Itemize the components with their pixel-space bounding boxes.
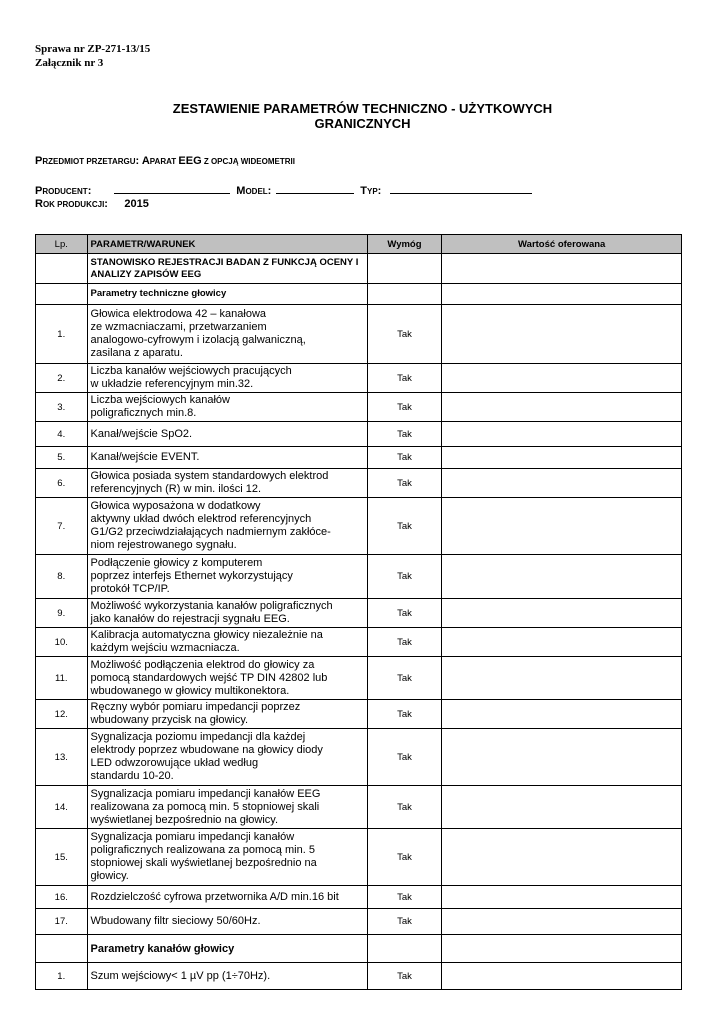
row-requirement: Tak xyxy=(367,599,442,628)
row-number: 7. xyxy=(36,498,88,555)
row-requirement: Tak xyxy=(367,447,442,469)
row-offered-value[interactable] xyxy=(442,700,682,729)
table-row xyxy=(36,786,682,829)
table-row xyxy=(36,700,682,729)
production-year-line: ROK PRODUKCJI: 2015 xyxy=(35,198,149,210)
row-requirement: Tak xyxy=(367,305,442,364)
row-offered-value[interactable] xyxy=(442,364,682,393)
row-requirement: Tak xyxy=(367,786,442,829)
table-row xyxy=(36,628,682,657)
table-row xyxy=(36,729,682,786)
row-requirement: Tak xyxy=(367,700,442,729)
header-requirement: Wymóg xyxy=(367,235,442,254)
row-number: 5. xyxy=(36,447,88,469)
row-requirement: Tak xyxy=(367,393,442,422)
row-parameter: Kalibracja automatyczna głowicy niezależnie na każdym wejściu wzmacniacza. xyxy=(87,628,367,657)
row-number: 10. xyxy=(36,628,88,657)
tender-subject: PRZEDMIOT PRZETARGU: APARAT EEG Z OPCJĄ WIDEOMETRII xyxy=(35,155,295,167)
page-title xyxy=(60,101,665,131)
row-offered-value[interactable] xyxy=(442,829,682,886)
parameters-table xyxy=(35,234,682,990)
row-offered-value[interactable] xyxy=(442,305,682,364)
row-requirement: Tak xyxy=(367,555,442,599)
row-requirement: Tak xyxy=(367,498,442,555)
row-offered-value[interactable] xyxy=(442,628,682,657)
row-number: 6. xyxy=(36,469,88,498)
table-row xyxy=(36,393,682,422)
row-number: 1. xyxy=(36,305,88,364)
row-requirement: Tak xyxy=(367,886,442,909)
row-offered-value[interactable] xyxy=(442,498,682,555)
row-number: 16. xyxy=(36,886,88,909)
row-offered-value[interactable] xyxy=(442,447,682,469)
row-parameter: Rozdzielczość cyfrowa przetwornika A/D min.16 bit xyxy=(87,886,367,909)
table-row xyxy=(36,364,682,393)
row-offered-value[interactable] xyxy=(442,393,682,422)
table-row xyxy=(36,305,682,364)
row-offered-value[interactable] xyxy=(442,729,682,786)
table-row xyxy=(36,498,682,555)
row-number: 11. xyxy=(36,657,88,700)
row-parameter: Możliwość podłączenia elektrod do głowicy za pomocą standardowych wejść TP DIN 42802 lub wbudowanego w głowicy multikonektora. xyxy=(87,657,367,700)
row-number: 2. xyxy=(36,364,88,393)
type-blank xyxy=(390,184,532,194)
row-parameter: Liczba wejściowych kanałów poligraficznych min.8. xyxy=(87,393,367,422)
header-parameter: PARAMETR/WARUNEK xyxy=(87,235,367,254)
row-requirement: Tak xyxy=(367,628,442,657)
row-parameter: Sygnalizacja poziomu impedancji dla każdej elektrody poprzez wbudowane na głowicy diody LED odwzorowujące układ według standardu 10-20. xyxy=(87,729,367,786)
production-year-value: 2015 xyxy=(124,198,149,210)
table-row xyxy=(36,599,682,628)
row-parameter: Ręczny wybór pomiaru impedancji poprzez wbudowany przycisk na głowicy. xyxy=(87,700,367,729)
title-line-1: ZESTAWIENIE PARAMETRÓW TECHNICZNO - UŻYTKOWYCH xyxy=(172,101,553,116)
row-number: 12. xyxy=(36,700,88,729)
table-header-row xyxy=(36,235,682,254)
table-row xyxy=(36,447,682,469)
table-row xyxy=(36,909,682,935)
row-offered-value[interactable] xyxy=(442,422,682,447)
row-number: 17. xyxy=(36,909,88,935)
row-requirement: Tak xyxy=(367,657,442,700)
row-parameter: Podłączenie głowicy z komputerem poprzez interfejs Ethernet wykorzystujący protokół TCP/IP. xyxy=(87,555,367,599)
row-offered-value[interactable] xyxy=(442,657,682,700)
section-title-head: Parametry techniczne głowicy xyxy=(87,284,367,305)
row-parameter: Głowica posiada system standardowych elektrod referencyjnych (R) w min. ilości 12. xyxy=(87,469,367,498)
row-number: 9. xyxy=(36,599,88,628)
section-row-channels xyxy=(36,935,682,963)
row-requirement: Tak xyxy=(367,729,442,786)
row-offered-value[interactable] xyxy=(442,786,682,829)
row-number: 15. xyxy=(36,829,88,886)
table-row xyxy=(36,555,682,599)
row-parameter: Głowica elektrodowa 42 – kanałowa ze wzmacniaczami, przetwarzaniem analogowo-cyfrowym i izolacją galwaniczną, zasilana z aparatu. xyxy=(87,305,367,364)
row-requirement: Tak xyxy=(367,469,442,498)
row-requirement: Tak xyxy=(367,963,442,990)
row-offered-value[interactable] xyxy=(442,963,682,990)
row-offered-value[interactable] xyxy=(442,469,682,498)
section-row-main xyxy=(36,254,682,284)
case-number: Sprawa nr ZP-271-13/15 xyxy=(35,43,151,55)
row-requirement: Tak xyxy=(367,364,442,393)
row-offered-value[interactable] xyxy=(442,886,682,909)
table-row xyxy=(36,886,682,909)
document-reference xyxy=(35,42,150,70)
row-parameter: Kanał/wejście EVENT. xyxy=(87,447,367,469)
row-parameter: Możliwość wykorzystania kanałów poligraficznych jako kanałów do rejestracji sygnału EEG. xyxy=(87,599,367,628)
row-number: 8. xyxy=(36,555,88,599)
producer-line: PRODUCENT: MODEL: TYP: xyxy=(35,181,532,199)
header-lp: Lp. xyxy=(36,235,88,254)
row-parameter: Kanał/wejście SpO2. xyxy=(87,422,367,447)
row-parameter: Sygnalizacja pomiaru impedancji kanałów EEG realizowana za pomocą min. 5 stopniowej skali wyświetlanej bezpośrednio na głowicy. xyxy=(87,786,367,829)
table-row xyxy=(36,829,682,886)
row-parameter: Sygnalizacja pomiaru impedancji kanałów poligraficznych realizowana za pomocą min. 5 stopniowej skali wyświetlanej bezpośrednio na głowicy. xyxy=(87,829,367,886)
row-requirement: Tak xyxy=(367,829,442,886)
row-number: 14. xyxy=(36,786,88,829)
row-offered-value[interactable] xyxy=(442,555,682,599)
row-parameter: Wbudowany filtr sieciowy 50/60Hz. xyxy=(87,909,367,935)
table-row xyxy=(36,657,682,700)
section-title-main: STANOWISKO REJESTRACJI BADAN Z FUNKCJĄ OCENY I ANALIZY ZAPISÓW EEG xyxy=(87,254,367,284)
row-number: 13. xyxy=(36,729,88,786)
section-title-channels: Parametry kanałów głowicy xyxy=(87,935,367,963)
header-offered-value: Wartość oferowana xyxy=(442,235,682,254)
table-row xyxy=(36,963,682,990)
row-number: 3. xyxy=(36,393,88,422)
row-requirement: Tak xyxy=(367,909,442,935)
row-parameter: Liczba kanałów wejściowych pracujących w układzie referencyjnym min.32. xyxy=(87,364,367,393)
attachment-number: Załącznik nr 3 xyxy=(35,57,104,69)
row-offered-value[interactable] xyxy=(442,909,682,935)
section-row-head xyxy=(36,284,682,305)
model-blank xyxy=(276,184,354,194)
title-line-2: GRANICZNYCH xyxy=(314,116,411,131)
table-row xyxy=(36,422,682,447)
row-number: 1. xyxy=(36,963,88,990)
row-parameter: Głowica wyposażona w dodatkowy aktywny układ dwóch elektrod referencyjnych G1/G2 przeciwdziałających nadmiernym zakłóce- niom rejestrowanego sygnału. xyxy=(87,498,367,555)
row-offered-value[interactable] xyxy=(442,599,682,628)
row-number: 4. xyxy=(36,422,88,447)
table-row xyxy=(36,469,682,498)
row-requirement: Tak xyxy=(367,422,442,447)
producer-blank xyxy=(114,184,230,194)
row-parameter: Szum wejściowy< 1 µV pp (1÷70Hz). xyxy=(87,963,367,990)
